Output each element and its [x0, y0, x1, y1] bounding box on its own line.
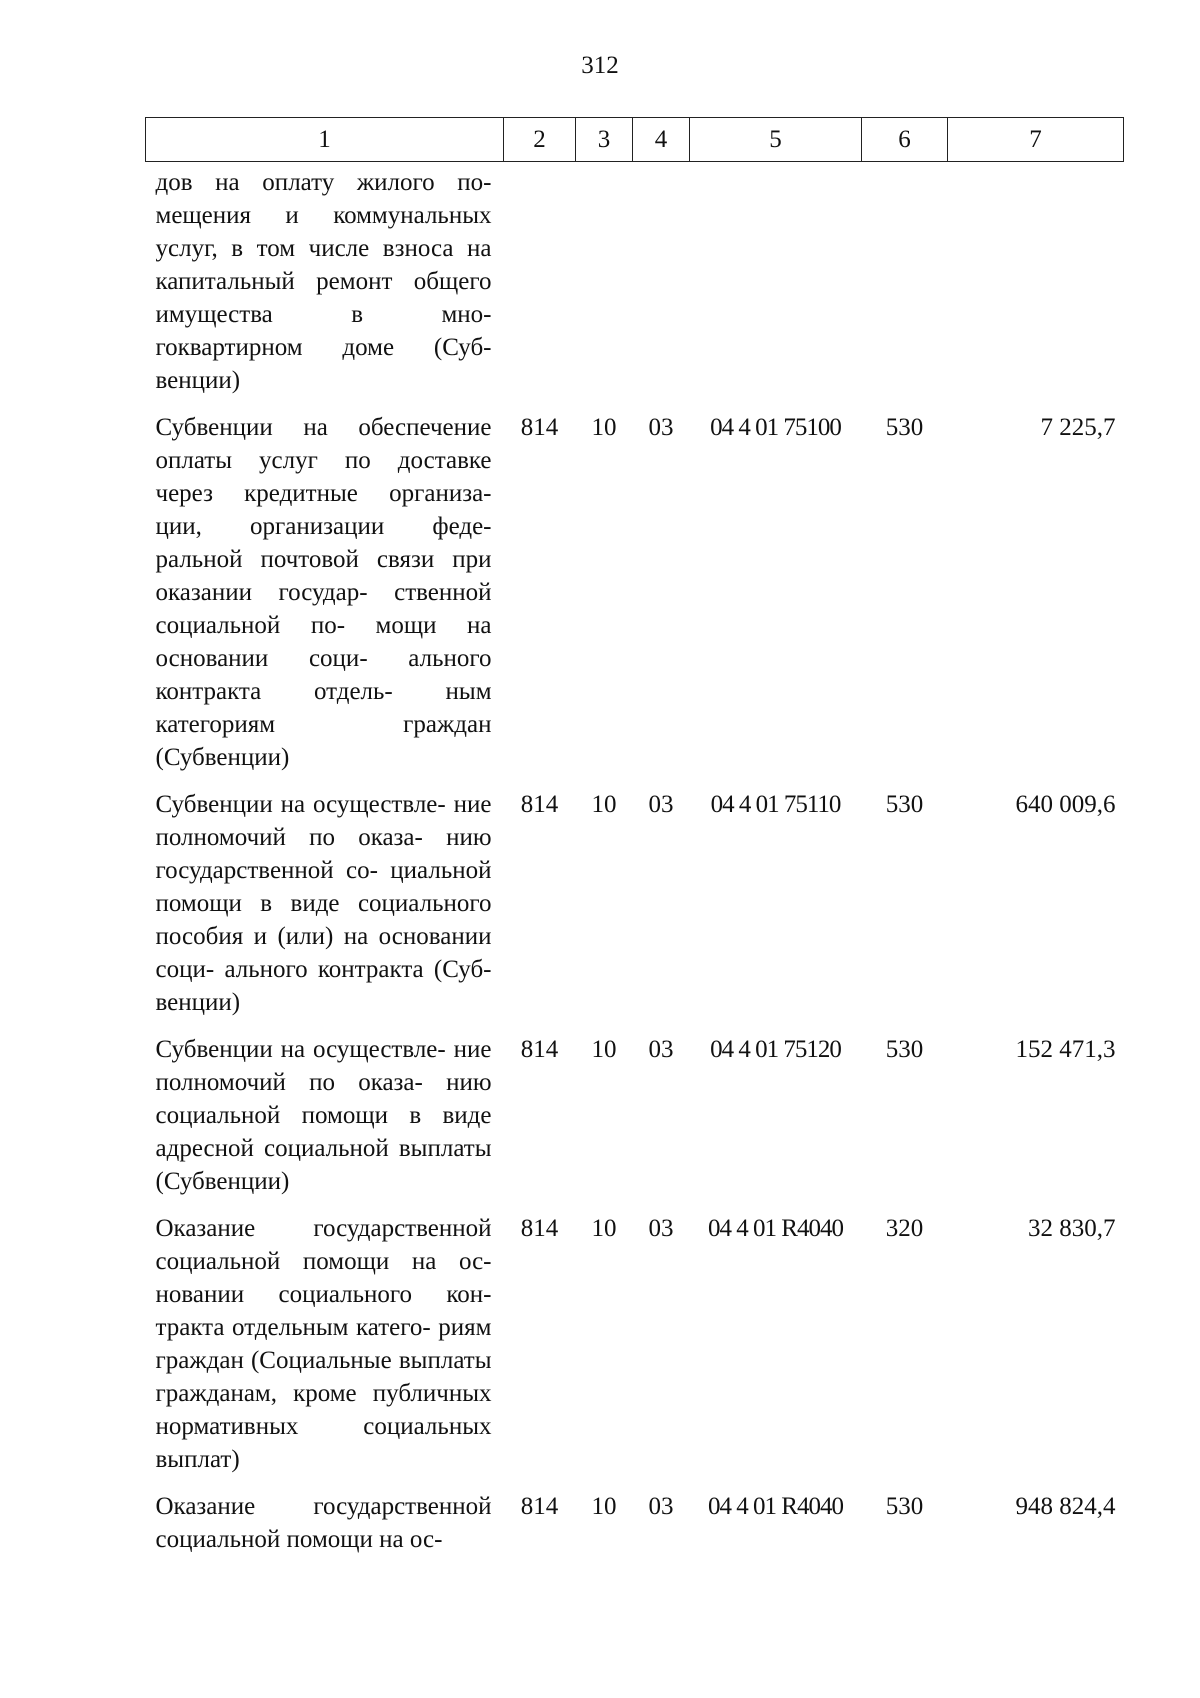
- description-line: общего имущества в мно-: [155, 268, 492, 328]
- cell-subsection: 03: [648, 791, 674, 818]
- table-header: [146, 118, 1124, 162]
- description-line: Оказание государственной: [155, 1493, 492, 1520]
- header-row: [146, 118, 1124, 162]
- row-description: [146, 162, 504, 412]
- description-line: публичных нормативных: [155, 1380, 492, 1440]
- description-line: услуг, в том числе взноса: [155, 235, 454, 262]
- description-line: нию государственной со-: [155, 824, 492, 884]
- cell-expense-type: 530: [885, 1036, 924, 1063]
- description-line: через кредитные организа-: [155, 480, 492, 507]
- description-line: социальной помощи на ос-: [155, 1526, 443, 1553]
- cell-amount: 640 009,6: [1015, 791, 1116, 818]
- cell-target-article: [690, 162, 862, 412]
- table-row: [146, 411, 1124, 788]
- cell-amount: 152 471,3: [1015, 1036, 1116, 1063]
- cell-expense-type: 320: [885, 1215, 924, 1242]
- description-line: ции, организации феде-: [155, 513, 492, 540]
- cell-ministry-code: 814: [520, 414, 559, 441]
- cell-ministry-code: 814: [520, 1493, 559, 1520]
- table-row: [146, 1033, 1124, 1212]
- description-line: ние полномочий по оказа-: [155, 1036, 492, 1096]
- description-line: на капитальный ремонт: [155, 235, 492, 295]
- row-description: [146, 1033, 504, 1212]
- cell-section: 10: [591, 1036, 617, 1063]
- cell-section: 10: [591, 414, 617, 441]
- cell-expense-type: [862, 162, 948, 412]
- description-line: риям граждан (Социальные: [155, 1314, 492, 1374]
- description-line: виде адресной социальной: [155, 1102, 492, 1162]
- cell-subsection: 03: [648, 1493, 674, 1520]
- cell-ministry-code: 814: [520, 791, 559, 818]
- description-line: выплаты гражданам, кроме: [155, 1347, 492, 1407]
- description-line: при оказании государ-: [155, 546, 492, 606]
- cell-subsection: 03: [648, 1036, 674, 1063]
- cell-expense-type: 530: [885, 1493, 924, 1520]
- column-header-7: 7: [948, 118, 1124, 162]
- cell-section: 10: [591, 1493, 617, 1520]
- description-line: Субвенции на обеспечение: [155, 414, 492, 441]
- cell-target-article: 04 4 01 75110: [710, 791, 841, 818]
- cell-amount: 7 225,7: [1040, 414, 1116, 441]
- row-description: [146, 411, 504, 788]
- description-line: ние полномочий по оказа-: [155, 791, 492, 851]
- cell-target-article: 04 4 01 R4040: [708, 1215, 843, 1242]
- description-line: ным категориям граждан: [155, 678, 492, 738]
- cell-ministry-code: 814: [520, 1215, 559, 1242]
- cell-expense-type: 530: [885, 791, 924, 818]
- description-line: мощи на основании соци-: [155, 612, 492, 672]
- cell-section: 10: [591, 791, 617, 818]
- table-row: [146, 1490, 1124, 1570]
- column-header-5: 5: [690, 118, 862, 162]
- description-line: оплаты услуг по доставке: [155, 447, 492, 474]
- cell-amount: 948 824,4: [1015, 1493, 1116, 1520]
- description-line: ального контракта отдель-: [155, 645, 492, 705]
- cell-target-article: 04 4 01 75120: [710, 1036, 841, 1063]
- budget-table: [145, 117, 1124, 1570]
- description-line: Оказание государственной: [155, 1215, 492, 1242]
- cell-target-article: 04 4 01 R4040: [708, 1493, 843, 1520]
- row-description: [146, 788, 504, 1033]
- description-line: дов на оплату жилого по-: [155, 169, 492, 196]
- description-line: тракта отдельным катего-: [155, 1314, 431, 1341]
- row-description: [146, 1490, 504, 1570]
- table-row: [146, 788, 1124, 1033]
- cell-amount: [948, 162, 1124, 412]
- description-line: ральной почтовой связи: [155, 546, 435, 573]
- description-line: гоквартирном доме (Суб-: [155, 334, 492, 361]
- description-line: социальных выплат): [155, 1413, 492, 1473]
- cell-ministry-code: [504, 162, 576, 412]
- description-line: (Субвенции): [155, 744, 290, 771]
- column-header-6: 6: [862, 118, 948, 162]
- description-line: социального пособия и: [155, 890, 492, 950]
- column-header-3: 3: [576, 118, 633, 162]
- column-header-2: 2: [504, 118, 576, 162]
- cell-section: 10: [591, 1215, 617, 1242]
- description-line: социальной помощи на ос-: [155, 1248, 492, 1275]
- cell-ministry-code: 814: [520, 1036, 559, 1063]
- table-row: [146, 162, 1124, 412]
- cell-subsection: 03: [648, 1215, 674, 1242]
- cell-section: [576, 162, 633, 412]
- cell-expense-type: 530: [885, 414, 924, 441]
- page-number: 312: [581, 52, 619, 79]
- description-line: ального контракта (Суб-: [224, 956, 492, 983]
- description-line: венции): [155, 367, 241, 394]
- cell-amount: 32 830,7: [1028, 1215, 1116, 1242]
- description-line: выплаты (Субвенции): [155, 1135, 492, 1195]
- column-header-4: 4: [633, 118, 690, 162]
- description-line: циальной помощи в виде: [155, 857, 492, 917]
- description-line: ственной социальной по-: [155, 579, 492, 639]
- column-header-1: 1: [146, 118, 504, 162]
- description-line: новании социального кон-: [155, 1281, 492, 1308]
- cell-subsection: [633, 162, 690, 412]
- description-line: (или) на основании соци-: [155, 923, 492, 983]
- description-line: венции): [155, 989, 241, 1016]
- row-description: [146, 1212, 504, 1490]
- table-body: [146, 162, 1124, 1571]
- description-line: мещения и коммунальных: [155, 202, 492, 229]
- cell-target-article: 04 4 01 75100: [710, 414, 841, 441]
- table-row: [146, 1212, 1124, 1490]
- description-line: Субвенции на осуществле-: [155, 791, 446, 818]
- description-line: нию социальной помощи в: [155, 1069, 492, 1129]
- description-line: Субвенции на осуществле-: [155, 1036, 446, 1063]
- cell-subsection: 03: [648, 414, 674, 441]
